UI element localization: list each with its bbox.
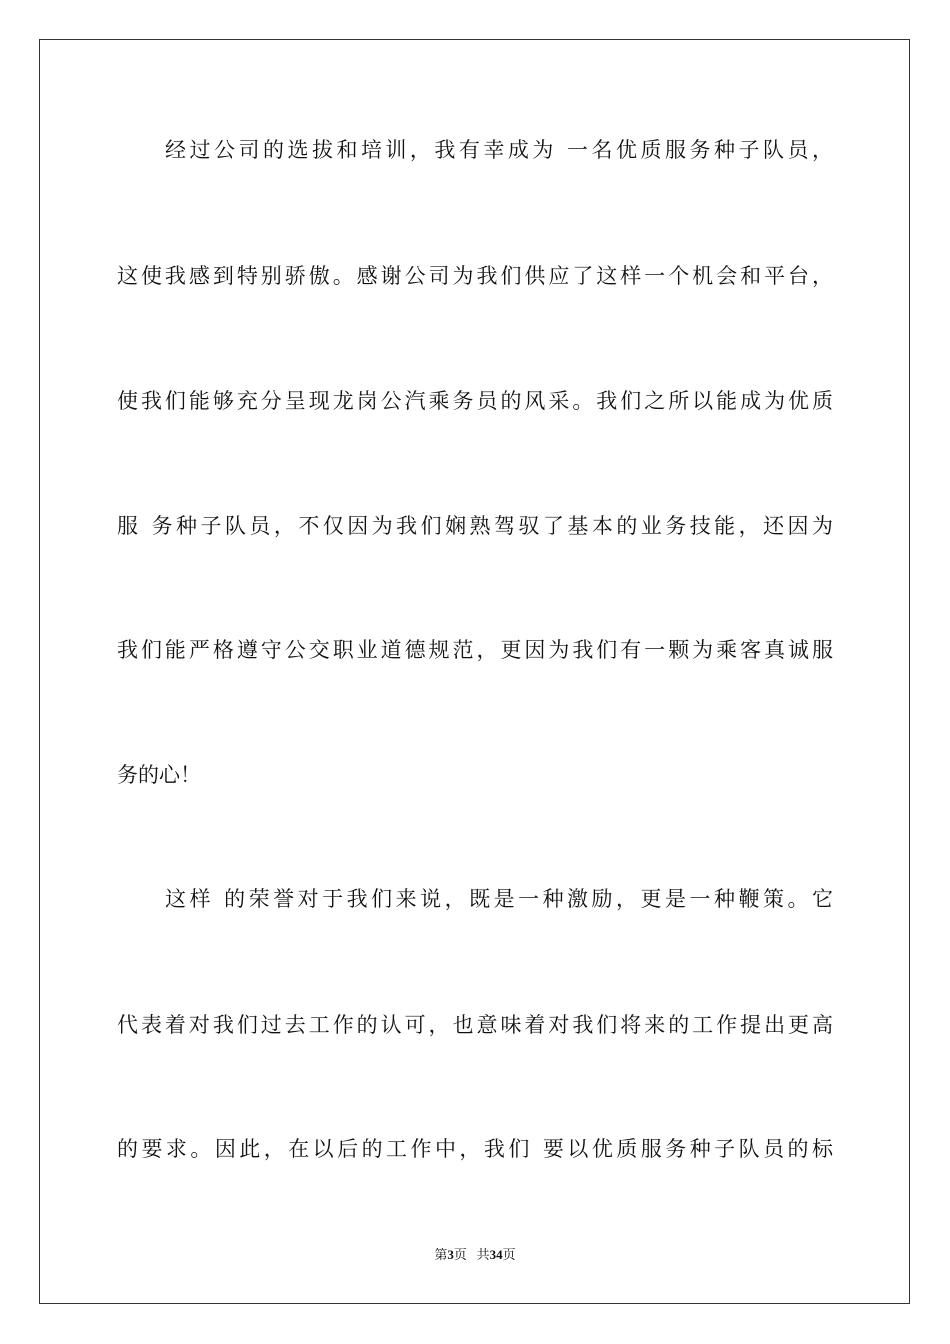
text-line: 使我们能够充分呈现龙岗公汽乘务员的风采。我们之所以能成为优质 [117,389,833,413]
page-prefix: 第 [434,1247,448,1262]
total-pages: 34 [489,1247,503,1262]
text-line: 经过公司的选拔和培训，我有幸成为 一名优质服务种子队员， [165,138,833,162]
text-line: 服 务种子队员，不仅因为我们娴熟驾驭了基本的业务技能，还因为 [117,514,833,538]
total-suffix: 页 [502,1247,516,1262]
page-suffix: 页 [453,1247,467,1262]
text-line: 我们能严格遵守公交职业道德规范，更因为我们有一颗为乘客真诚服 [117,638,833,662]
text-line: 这样 的荣誉对于我们来说，既是一种激励，更是一种鞭策。它 [165,887,833,911]
text-line: 的要求。因此，在以后的工作中，我们 要以优质服务种子队员的标 [117,1137,833,1161]
page-footer [0,1246,950,1264]
page-border [39,39,910,1304]
page-number: 3 [447,1247,454,1262]
text-line: 代表着对我们过去工作的认可，也意味着对我们将来的工作提出更高 [117,1013,833,1037]
text-line: 这使我感到特别骄傲。感谢公司为我们供应了这样一个机会和平台， [117,264,833,288]
text-line: 务的心！ [117,763,201,787]
total-prefix: 共 [476,1247,490,1262]
